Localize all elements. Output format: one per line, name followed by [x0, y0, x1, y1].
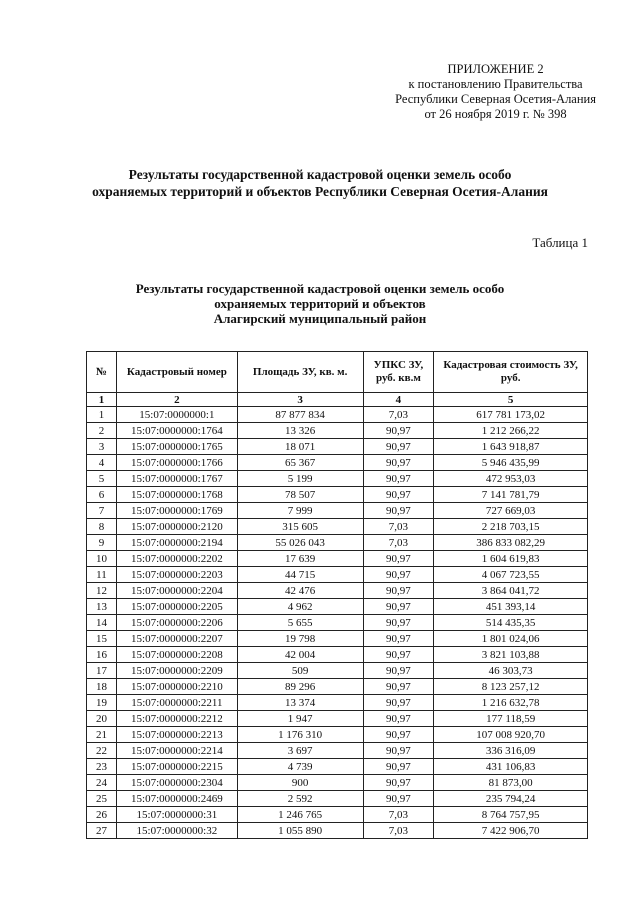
specific-value-cell: 90,97 [363, 567, 434, 583]
column-number: 5 [434, 393, 588, 407]
area-cell: 17 639 [237, 551, 363, 567]
table-row [87, 567, 588, 583]
table-row [87, 487, 588, 503]
cadastral-value-cell: 451 393,14 [434, 599, 588, 615]
cadastral-value-cell: 617 781 173,02 [434, 407, 588, 423]
cadastral-number-cell: 15:07:0000000:1766 [116, 455, 237, 471]
row-number-cell: 6 [87, 487, 117, 503]
cadastral-value-cell: 177 118,59 [434, 711, 588, 727]
row-number-cell: 19 [87, 695, 117, 711]
row-number-cell: 13 [87, 599, 117, 615]
area-cell: 509 [237, 663, 363, 679]
cadastral-value-cell: 336 316,09 [434, 743, 588, 759]
cadastral-value-cell: 1 212 266,22 [434, 423, 588, 439]
table-row [87, 423, 588, 439]
cadastral-value-cell: 4 067 723,55 [434, 567, 588, 583]
area-cell: 55 026 043 [237, 535, 363, 551]
specific-value-cell: 90,97 [363, 551, 434, 567]
cadastral-number-cell: 15:07:0000000:1764 [116, 423, 237, 439]
specific-value-cell: 90,97 [363, 727, 434, 743]
specific-value-cell: 90,97 [363, 775, 434, 791]
cadastral-number-cell: 15:07:0000000:1765 [116, 439, 237, 455]
cadastral-number-cell: 15:07:0000000:31 [116, 807, 237, 823]
row-number-cell: 14 [87, 615, 117, 631]
specific-value-cell: 90,97 [363, 439, 434, 455]
row-number-cell: 27 [87, 823, 117, 839]
row-number-cell: 5 [87, 471, 117, 487]
area-cell: 4 739 [237, 759, 363, 775]
table-header-row [87, 352, 588, 393]
area-cell: 5 199 [237, 471, 363, 487]
row-number-cell: 1 [87, 407, 117, 423]
area-cell: 89 296 [237, 679, 363, 695]
table-row [87, 631, 588, 647]
cadastral-value-cell: 2 218 703,15 [434, 519, 588, 535]
table-row [87, 743, 588, 759]
column-header-cadastral-number: Кадастровый номер [116, 352, 237, 393]
row-number-cell: 4 [87, 455, 117, 471]
cadastral-number-cell: 15:07:0000000:32 [116, 823, 237, 839]
area-cell: 65 367 [237, 455, 363, 471]
cadastral-value-cell: 514 435,35 [434, 615, 588, 631]
row-number-cell: 7 [87, 503, 117, 519]
specific-value-cell: 90,97 [363, 743, 434, 759]
table-row [87, 759, 588, 775]
cadastral-number-cell: 15:07:0000000:2209 [116, 663, 237, 679]
table-row [87, 535, 588, 551]
table-row [87, 663, 588, 679]
column-number: 4 [363, 393, 434, 407]
cadastral-number-cell: 15:07:0000000:2211 [116, 695, 237, 711]
specific-value-cell: 90,97 [363, 599, 434, 615]
area-cell: 4 962 [237, 599, 363, 615]
specific-value-cell: 90,97 [363, 487, 434, 503]
row-number-cell: 20 [87, 711, 117, 727]
cadastral-number-cell: 15:07:0000000:2212 [116, 711, 237, 727]
table-row [87, 647, 588, 663]
cadastral-number-cell: 15:07:0000000:2215 [116, 759, 237, 775]
area-cell: 3 697 [237, 743, 363, 759]
cadastral-number-cell: 15:07:0000000:2469 [116, 791, 237, 807]
cadastral-value-cell: 7 141 781,79 [434, 487, 588, 503]
table-title [0, 281, 640, 326]
specific-value-cell: 90,97 [363, 711, 434, 727]
row-number-cell: 22 [87, 743, 117, 759]
cadastral-number-cell: 15:07:0000000:2120 [116, 519, 237, 535]
specific-value-cell: 90,97 [363, 503, 434, 519]
cadastral-number-cell: 15:07:0000000:2210 [116, 679, 237, 695]
table-row [87, 503, 588, 519]
cadastral-value-cell: 431 106,83 [434, 759, 588, 775]
area-cell: 18 071 [237, 439, 363, 455]
row-number-cell: 26 [87, 807, 117, 823]
area-cell: 13 374 [237, 695, 363, 711]
area-cell: 87 877 834 [237, 407, 363, 423]
column-number-row [87, 393, 588, 407]
row-number-cell: 24 [87, 775, 117, 791]
column-number: 2 [116, 393, 237, 407]
valuation-table [86, 351, 588, 839]
column-number: 3 [237, 393, 363, 407]
cadastral-value-cell: 46 303,73 [434, 663, 588, 679]
specific-value-cell: 7,03 [363, 807, 434, 823]
area-cell: 900 [237, 775, 363, 791]
cadastral-value-cell: 1 643 918,87 [434, 439, 588, 455]
row-number-cell: 11 [87, 567, 117, 583]
table-row [87, 679, 588, 695]
table-row [87, 519, 588, 535]
cadastral-value-cell: 3 821 103,88 [434, 647, 588, 663]
cadastral-value-cell: 107 008 920,70 [434, 727, 588, 743]
table-title-district: Алагирский муниципальный район [213, 311, 427, 326]
cadastral-number-cell: 15:07:0000000:2194 [116, 535, 237, 551]
specific-value-cell: 90,97 [363, 663, 434, 679]
cadastral-number-cell: 15:07:0000000:2203 [116, 567, 237, 583]
appendix-header [395, 62, 596, 122]
cadastral-value-cell: 235 794,24 [434, 791, 588, 807]
specific-value-cell: 90,97 [363, 791, 434, 807]
table-row [87, 775, 588, 791]
appendix-line: Республики Северная Осетия-Алания [395, 92, 596, 106]
cadastral-value-cell: 727 669,03 [434, 503, 588, 519]
appendix-date: от 26 ноября 2019 г. № 398 [424, 107, 567, 121]
specific-value-cell: 90,97 [363, 679, 434, 695]
column-header-area: Площадь ЗУ, кв. м. [237, 352, 363, 393]
cadastral-number-cell: 15:07:0000000:2213 [116, 727, 237, 743]
area-cell: 42 004 [237, 647, 363, 663]
area-cell: 1 947 [237, 711, 363, 727]
table-row [87, 695, 588, 711]
area-cell: 42 476 [237, 583, 363, 599]
row-number-cell: 23 [87, 759, 117, 775]
appendix-line: к постановлению Правительства [408, 77, 583, 91]
cadastral-value-cell: 81 873,00 [434, 775, 588, 791]
row-number-cell: 2 [87, 423, 117, 439]
row-number-cell: 9 [87, 535, 117, 551]
specific-value-cell: 90,97 [363, 615, 434, 631]
table-row [87, 711, 588, 727]
area-cell: 19 798 [237, 631, 363, 647]
table-row [87, 599, 588, 615]
cadastral-value-cell: 7 422 906,70 [434, 823, 588, 839]
table-row [87, 471, 588, 487]
table-row [87, 823, 588, 839]
column-number: 1 [87, 393, 117, 407]
cadastral-value-cell: 1 801 024,06 [434, 631, 588, 647]
document-title [0, 166, 640, 200]
table-label: Таблица 1 [532, 235, 588, 250]
specific-value-cell: 90,97 [363, 631, 434, 647]
cadastral-value-cell: 1 216 632,78 [434, 695, 588, 711]
area-cell: 315 605 [237, 519, 363, 535]
row-number-cell: 12 [87, 583, 117, 599]
table-row [87, 791, 588, 807]
table-row [87, 807, 588, 823]
table-row [87, 615, 588, 631]
specific-value-cell: 90,97 [363, 695, 434, 711]
specific-value-cell: 90,97 [363, 455, 434, 471]
row-number-cell: 8 [87, 519, 117, 535]
column-header-cadastral-value: Кадастровая стоимость ЗУ, руб. [434, 352, 588, 393]
cadastral-value-cell: 5 946 435,99 [434, 455, 588, 471]
area-cell: 5 655 [237, 615, 363, 631]
row-number-cell: 17 [87, 663, 117, 679]
row-number-cell: 16 [87, 647, 117, 663]
appendix-title: ПРИЛОЖЕНИЕ 2 [447, 62, 544, 76]
specific-value-cell: 90,97 [363, 471, 434, 487]
cadastral-number-cell: 15:07:0000000:1768 [116, 487, 237, 503]
area-cell: 1 176 310 [237, 727, 363, 743]
specific-value-cell: 90,97 [363, 583, 434, 599]
table-title-line: Результаты государственной кадастровой оценки земель особо [135, 281, 505, 296]
cadastral-number-cell: 15:07:0000000:2206 [116, 615, 237, 631]
area-cell: 44 715 [237, 567, 363, 583]
cadastral-value-cell: 386 833 082,29 [434, 535, 588, 551]
cadastral-value-cell: 3 864 041,72 [434, 583, 588, 599]
area-cell: 2 592 [237, 791, 363, 807]
row-number-cell: 18 [87, 679, 117, 695]
cadastral-number-cell: 15:07:0000000:1767 [116, 471, 237, 487]
table-row [87, 583, 588, 599]
cadastral-value-cell: 472 953,03 [434, 471, 588, 487]
row-number-cell: 10 [87, 551, 117, 567]
cadastral-number-cell: 15:07:0000000:2304 [116, 775, 237, 791]
cadastral-number-cell: 15:07:0000000:1 [116, 407, 237, 423]
cadastral-value-cell: 8 764 757,95 [434, 807, 588, 823]
specific-value-cell: 90,97 [363, 759, 434, 775]
table-row [87, 407, 588, 423]
table-title-line: охраняемых территорий и объектов [214, 296, 426, 311]
cadastral-number-cell: 15:07:0000000:2202 [116, 551, 237, 567]
cadastral-number-cell: 15:07:0000000:2204 [116, 583, 237, 599]
specific-value-cell: 7,03 [363, 407, 434, 423]
area-cell: 7 999 [237, 503, 363, 519]
table-row [87, 455, 588, 471]
column-header-number: № [87, 352, 117, 393]
row-number-cell: 3 [87, 439, 117, 455]
table-row [87, 727, 588, 743]
cadastral-number-cell: 15:07:0000000:2208 [116, 647, 237, 663]
area-cell: 13 326 [237, 423, 363, 439]
specific-value-cell: 7,03 [363, 535, 434, 551]
row-number-cell: 15 [87, 631, 117, 647]
table-row [87, 439, 588, 455]
cadastral-value-cell: 8 123 257,12 [434, 679, 588, 695]
specific-value-cell: 90,97 [363, 423, 434, 439]
document-title-line: Результаты государственной кадастровой оценки земель особо [128, 167, 512, 182]
cadastral-number-cell: 15:07:0000000:2205 [116, 599, 237, 615]
specific-value-cell: 7,03 [363, 519, 434, 535]
area-cell: 1 055 890 [237, 823, 363, 839]
cadastral-number-cell: 15:07:0000000:2214 [116, 743, 237, 759]
row-number-cell: 25 [87, 791, 117, 807]
specific-value-cell: 7,03 [363, 823, 434, 839]
table-row [87, 551, 588, 567]
row-number-cell: 21 [87, 727, 117, 743]
cadastral-value-cell: 1 604 619,83 [434, 551, 588, 567]
area-cell: 78 507 [237, 487, 363, 503]
cadastral-number-cell: 15:07:0000000:1769 [116, 503, 237, 519]
area-cell: 1 246 765 [237, 807, 363, 823]
document-title-line: охраняемых территорий и объектов Республики Северная Осетия-Алания [92, 184, 548, 199]
table-body [87, 407, 588, 839]
cadastral-number-cell: 15:07:0000000:2207 [116, 631, 237, 647]
column-header-specific-value: УПКС ЗУ, руб. кв.м [363, 352, 434, 393]
specific-value-cell: 90,97 [363, 647, 434, 663]
